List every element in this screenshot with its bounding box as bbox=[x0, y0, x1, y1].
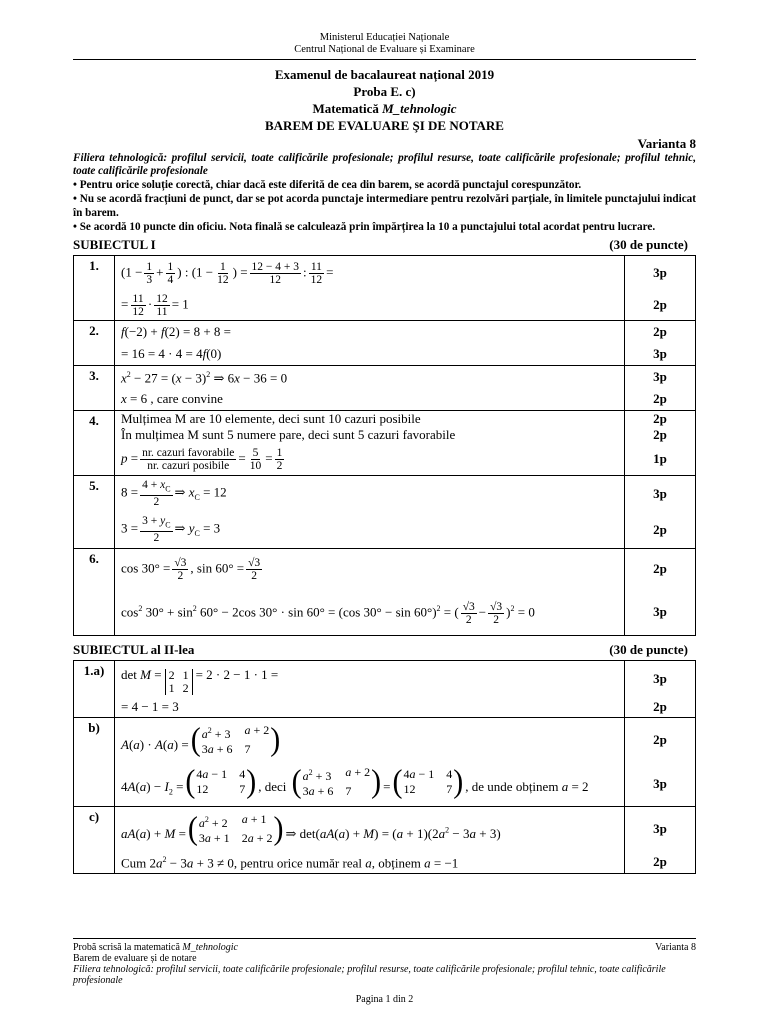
formula-line: f(−2) + f(2) = 8 + 8 = bbox=[121, 324, 231, 339]
points: 2p bbox=[653, 732, 667, 747]
table-row bbox=[74, 718, 696, 807]
item-number: b) bbox=[74, 718, 115, 807]
subject2-heading: SUBIECTUL al II-lea (30 de puncte) bbox=[73, 642, 688, 657]
item-number: 2. bbox=[74, 321, 115, 366]
formula-line: cos 30° = $\frac{√3}{2}$ , sin 60° = $\frac{√3}{2}$ bbox=[121, 556, 261, 582]
footer bbox=[73, 935, 696, 1005]
variant-label: Varianta 8 bbox=[637, 136, 696, 151]
points: 2p bbox=[653, 297, 667, 312]
points: 3p bbox=[653, 486, 667, 501]
table-row bbox=[74, 476, 696, 549]
rule-item: • Nu se acordă fracțiuni de punct, dar se pot acorda punctaje intermediare pentru rezolvări parțiale, în limitele punctajului indicat în barem. bbox=[73, 193, 696, 219]
points: 2p bbox=[653, 411, 667, 426]
points: 3p bbox=[653, 604, 667, 619]
item-number: 4. bbox=[74, 411, 115, 476]
footer-barem: Barem de evaluare și de notare bbox=[73, 953, 197, 964]
points: 2p bbox=[653, 522, 667, 537]
item-number: 1.a) bbox=[74, 661, 115, 718]
points: 2p bbox=[653, 699, 667, 714]
points: 2p bbox=[653, 854, 667, 869]
text-line: În mulțimea M sunt 5 numere pare, deci sunt 5 cazuri favorabile bbox=[121, 427, 456, 442]
formula-line: x = 6 , care convine bbox=[121, 391, 223, 406]
formula-line: = $\frac{11}{12}$ · $\frac{12}{11}$ = 1 bbox=[121, 292, 189, 318]
points: 3p bbox=[653, 265, 667, 280]
formula-line: 8 = $\frac{4 + x_C}{2}$ ⇒ $x_C = 12$ bbox=[121, 478, 227, 509]
page bbox=[73, 0, 696, 874]
points: 3p bbox=[653, 346, 667, 361]
formula-line: (1 − $\frac{1}{3}$ + $\frac{1}{4}$ ) : (1 − $\frac{1}{12}$ ) = $\frac{12 - 4 + 3}{12}$ : $\frac{11}{12}$ = bbox=[121, 260, 334, 286]
ministry-name: Ministerul Educației Naționale bbox=[319, 32, 450, 43]
formula-line: $\cos^2 30^\circ + \sin^2 60^\circ - 2\cos$ 30° · sin 60° = (cos 30° − sin 60°)$^2$ = ( $\frac{√3}{2}$ − $\frac{√3}{2}$ )$^2$ = 0 bbox=[121, 600, 535, 626]
table-row bbox=[74, 366, 696, 411]
table-row bbox=[74, 549, 696, 636]
subject2-table bbox=[73, 660, 696, 874]
formula-line: = 16 = 4 · 4 = 4f(0) bbox=[121, 346, 222, 361]
rule-item: • Pentru orice soluție corectă, chiar dacă este diferită de cea din barem, se acordă punctajul corespunzător. bbox=[73, 179, 582, 191]
formula-line: aA(a) + M = ( $a^2 + 2$ a + 1 3a + 1 2a + 2 ) ⇒ $\det(aA(a) + M) = (a + 1)(2a^2 - 3a + 3)$ bbox=[121, 810, 501, 847]
footer-exam: Probă scrisă la matematică M_tehnologic bbox=[73, 942, 238, 953]
subject1-table bbox=[73, 255, 696, 636]
rules-list bbox=[73, 178, 696, 234]
item-number: 3. bbox=[74, 366, 115, 411]
formula-line: $x^2 - 27 = (x - 3)^2$ ⇒ 6x − 36 = 0 bbox=[121, 370, 288, 386]
table-row bbox=[74, 661, 696, 718]
formula-line: A(a) · A(a) = ( $a^2 + 3$ a + 2 3a + 6 7 ) bbox=[121, 721, 281, 758]
subject-title: Matematică M_tehnologic bbox=[312, 101, 457, 116]
formula-line: 3 = $\frac{3 + y_C}{2}$ ⇒ $y_C = 3$ bbox=[121, 514, 221, 545]
header bbox=[73, 0, 696, 56]
item-number: c) bbox=[74, 807, 115, 874]
page-number: Pagina 1 din 2 bbox=[355, 994, 414, 1005]
formula-line: det M = 2 1 1 2 = 2 · 2 − 1 · 1 = bbox=[121, 666, 279, 695]
table-row bbox=[74, 807, 696, 874]
subject1-heading: SUBIECTUL I (30 de puncte) bbox=[73, 237, 688, 252]
item-number: 6. bbox=[74, 549, 115, 636]
titles bbox=[73, 66, 696, 134]
header-rule bbox=[73, 59, 696, 60]
filiera-text: Filiera tehnologică: profilul servicii, toate calificările profesionale; profilul resurse, toate calificările profesionale; profilul tehnic, toate calificările profesionale bbox=[73, 152, 696, 177]
footer-filiera: Filiera tehnologică: profilul servicii, toate calificările profesionale; profilul resurse, toate calificările profesionale; profilul tehnic, toate calificările profesionale bbox=[73, 964, 666, 986]
points: 1p bbox=[653, 451, 667, 466]
points: 3p bbox=[653, 776, 667, 791]
points: 2p bbox=[653, 324, 667, 339]
footer-rule bbox=[73, 938, 696, 939]
points: 3p bbox=[653, 821, 667, 836]
formula-line: $4A(a) - I_2$ = ( 4a − 1 4 12 7 ) , deci ( $a^2 + 3$ a + 2 3a + 6 7 ) = ( 4a − 1 4 12 7 ) , de unde obținem a = 2 bbox=[121, 763, 589, 800]
points: 2p bbox=[653, 561, 667, 576]
proba-title: Proba E. c) bbox=[353, 84, 416, 99]
table-row bbox=[74, 256, 696, 321]
exam-title: Examenul de bacalaureat național 2019 bbox=[274, 67, 495, 82]
formula-line: = 4 − 1 = 3 bbox=[121, 699, 179, 714]
points: 3p bbox=[653, 369, 667, 384]
formula-line: p = $\frac{\text{nr. cazuri favorabile}}{\text{nr. cazuri posibile}}$ = $\frac{5}{10}$ = $\frac{1}{2}$ bbox=[121, 446, 283, 472]
points: 2p bbox=[653, 391, 667, 406]
barem-title: BAREM DE EVALUARE ŞI DE NOTARE bbox=[265, 118, 504, 133]
table-row bbox=[74, 321, 696, 366]
text-line: Mulțimea M are 10 elemente, deci sunt 10 cazuri posibile bbox=[121, 411, 421, 426]
item-number: 5. bbox=[74, 476, 115, 549]
points: 2p bbox=[653, 427, 667, 442]
formula-line: Cum $2a^2 - 3a + 3 \ne 0$, pentru orice număr real a, obținem a = −1 bbox=[121, 855, 459, 871]
table-row bbox=[74, 411, 696, 476]
center-name: Centrul Național de Evaluare și Examinare bbox=[294, 44, 475, 55]
footer-variant: Varianta 8 bbox=[655, 942, 696, 953]
points: 3p bbox=[653, 671, 667, 686]
item-number: 1. bbox=[74, 256, 115, 321]
rule-item: • Se acordă 10 puncte din oficiu. Nota finală se calculează prin împărțirea la 10 a punctajului total acordat pentru lucrare. bbox=[73, 221, 656, 233]
